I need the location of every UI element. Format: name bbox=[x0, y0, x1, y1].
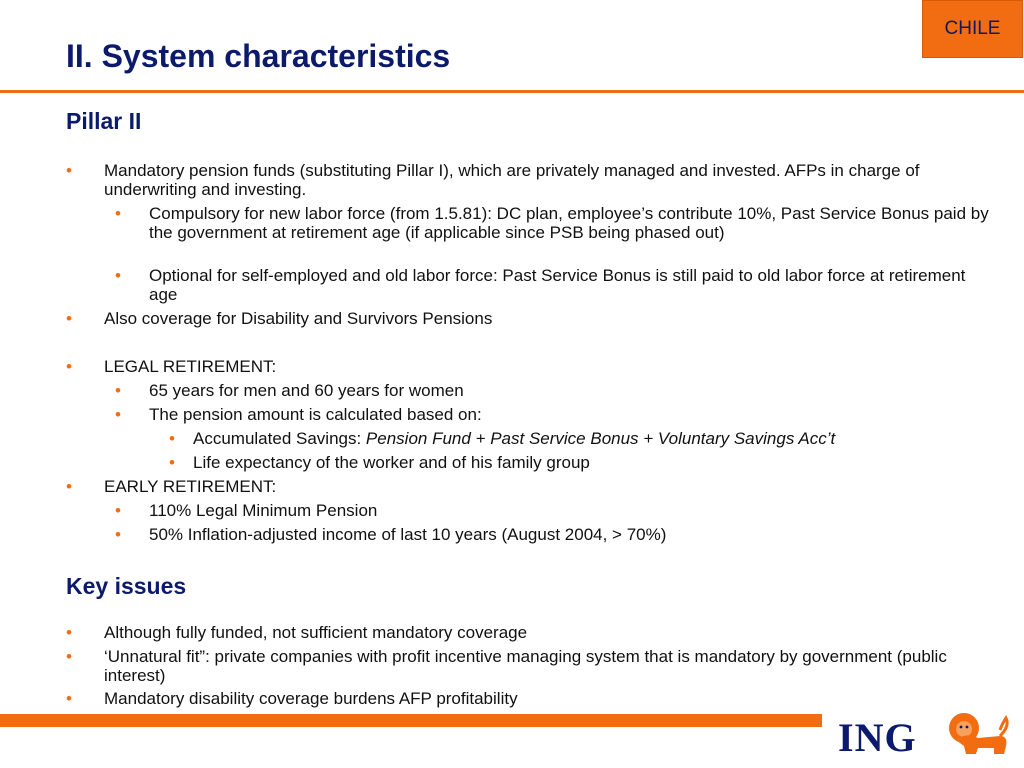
bullet-text: 110% Legal Minimum Pension bbox=[149, 501, 378, 520]
footer-divider bbox=[0, 714, 822, 727]
bullet-item bbox=[169, 429, 993, 448]
bullet-text: LEGAL RETIREMENT: bbox=[104, 357, 277, 376]
bullet-text: Life expectancy of the worker and of his family group bbox=[193, 453, 590, 472]
bullet-icon: • bbox=[66, 477, 72, 496]
bullet-icon: • bbox=[66, 623, 72, 642]
bullet-text: Optional for self-employed and old labor force: Past Service Bonus is still paid to old labor force at retirement age bbox=[149, 266, 966, 304]
ing-logo bbox=[838, 708, 1014, 764]
bullet-item bbox=[66, 623, 984, 642]
bullet-item bbox=[66, 689, 984, 708]
bullet-icon: • bbox=[66, 357, 72, 376]
bullet-item bbox=[66, 309, 984, 328]
bullet-icon: • bbox=[66, 647, 72, 666]
bullet-text: The pension amount is calculated based on: bbox=[149, 405, 482, 424]
bullet-item bbox=[115, 266, 994, 304]
title-divider bbox=[0, 90, 1024, 93]
bullet-item bbox=[66, 357, 984, 376]
bullet-text: Also coverage for Disability and Survivors Pensions bbox=[104, 309, 493, 328]
bullet-item bbox=[115, 204, 994, 242]
bullet-text: Mandatory disability coverage burdens AFP profitability bbox=[104, 689, 518, 708]
country-badge bbox=[922, 0, 1023, 58]
bullet-item bbox=[66, 161, 984, 199]
bullet-text: Accumulated Savings: bbox=[193, 429, 366, 448]
bullet-text: EARLY RETIREMENT: bbox=[104, 477, 277, 496]
bullet-item bbox=[115, 501, 994, 520]
bullet-text: 50% Inflation-adjusted income of last 10 years (August 2004, > 70%) bbox=[149, 525, 667, 544]
ing-logo-text: ING bbox=[838, 715, 917, 760]
bullet-text: Mandatory pension funds (substituting Pillar I), which are privately managed and invested. AFPs in charge of underwriting and investing. bbox=[104, 161, 920, 199]
lion-icon bbox=[944, 708, 1012, 758]
bullet-icon: • bbox=[66, 689, 72, 708]
bullet-icon: • bbox=[66, 309, 72, 328]
bullet-item bbox=[66, 647, 984, 685]
section-heading-key-issues: Key issues bbox=[66, 573, 187, 599]
bullet-icon: • bbox=[169, 453, 175, 472]
bullet-item bbox=[66, 477, 984, 496]
bullet-icon: • bbox=[115, 266, 121, 285]
bullet-item bbox=[115, 405, 994, 424]
bullet-item bbox=[115, 525, 994, 544]
bullet-icon: • bbox=[115, 405, 121, 424]
bullet-icon: • bbox=[169, 429, 175, 448]
section-heading-pillar-ii: Pillar II bbox=[66, 108, 142, 134]
bullet-text: 65 years for men and 60 years for women bbox=[149, 381, 464, 400]
bullet-text: ‘Unnatural fit”: private companies with profit incentive managing system that is mandatory by government (public interest) bbox=[104, 647, 947, 685]
bullet-item bbox=[169, 453, 993, 472]
bullet-text-emphasis: Pension Fund + Past Service Bonus + Voluntary Savings Acc’t bbox=[365, 429, 836, 448]
bullet-icon: • bbox=[115, 204, 121, 223]
bullet-icon: • bbox=[115, 381, 121, 400]
bullet-text: Compulsory for new labor force (from 1.5.81): DC plan, employee’s contribute 10%, Past Service Bonus paid by the government at retirement age (if applicable since PSB being phased out) bbox=[149, 204, 989, 242]
bullet-item bbox=[115, 381, 994, 400]
country-badge-label: CHILE bbox=[944, 18, 1001, 39]
bullet-text: Although fully funded, not sufficient mandatory coverage bbox=[104, 623, 528, 642]
bullet-icon: • bbox=[115, 525, 121, 544]
bullet-icon: • bbox=[115, 501, 121, 520]
page-title: II. System characteristics bbox=[66, 38, 451, 74]
bullet-icon: • bbox=[66, 161, 72, 180]
